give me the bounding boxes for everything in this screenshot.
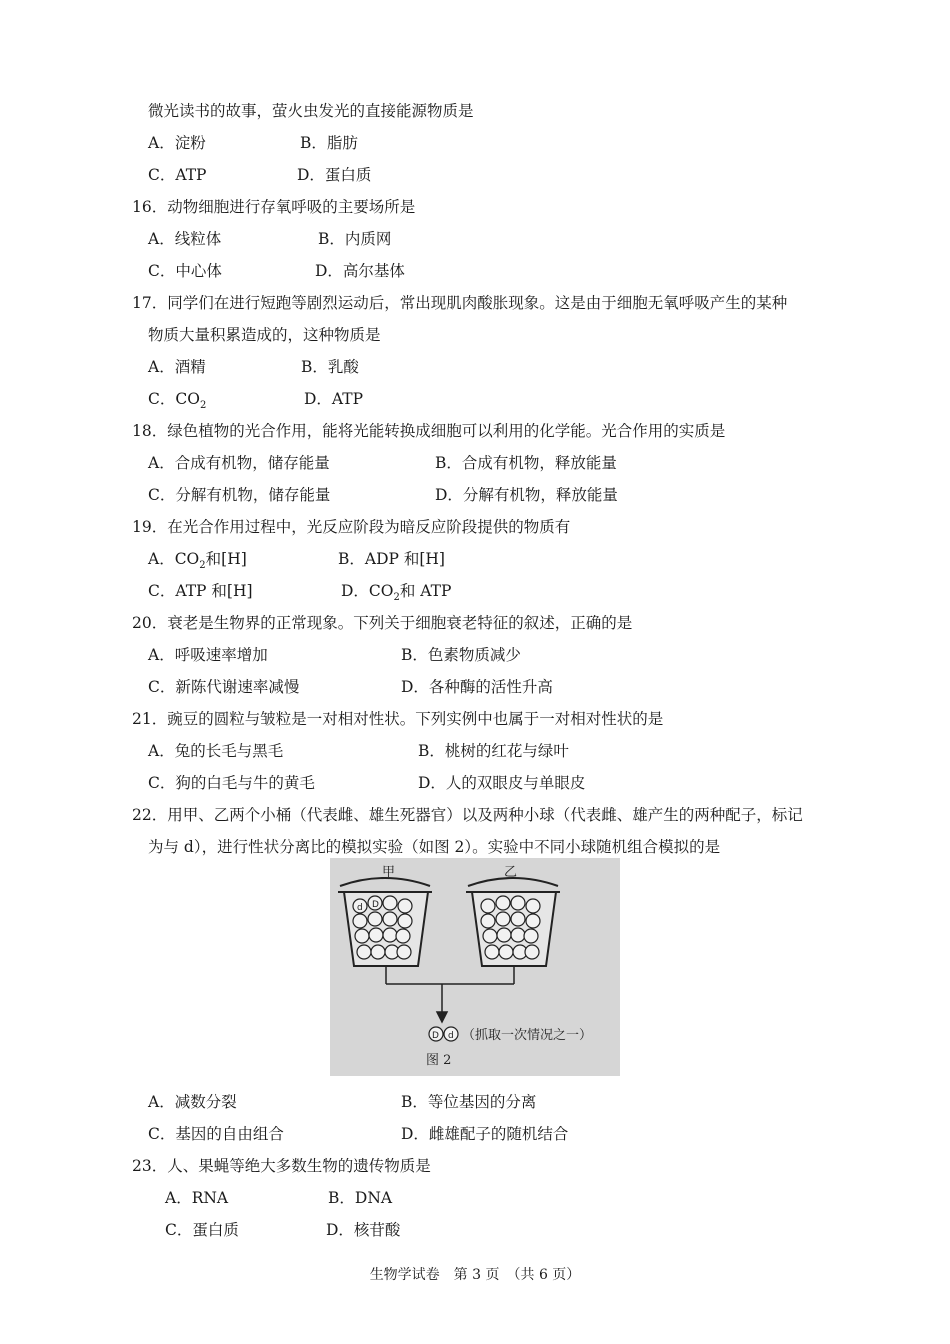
- q22-stem-line2: 为与 d），进行性状分离比的模拟实验（如图 2）。实验中不同小球随机组合模拟的是: [148, 838, 721, 856]
- q21-option-d: D．人的双眼皮与单眼皮: [418, 774, 586, 792]
- q15-stem: 微光读书的故事，萤火虫发光的直接能源物质是: [148, 102, 474, 120]
- ball-d-left: d: [357, 903, 363, 913]
- ball-D-left: D: [372, 900, 379, 910]
- q20-option-d: D．各种酶的活性升高: [401, 678, 553, 696]
- result-ball-D: D: [432, 1031, 439, 1041]
- figure-2-buckets: [330, 858, 620, 1076]
- q15-option-b: B．脂肪: [300, 134, 358, 152]
- q19-option-d: D．$CO_2$和 ATP: [341, 582, 452, 603]
- q19-option-a: A．$CO_2$和[H]: [148, 550, 247, 571]
- q16-option-a: A．线粒体: [148, 230, 222, 248]
- q21-option-c: C．狗的白毛与牛的黄毛: [148, 774, 315, 792]
- q22-option-d: D．雌雄配子的随机结合: [401, 1125, 569, 1143]
- figure-caption: 图 2: [426, 1053, 452, 1068]
- page-footer: 生物学试卷 第 3 页 （共 6 页）: [369, 1267, 581, 1283]
- q15-option-a: A．淀粉: [148, 134, 206, 152]
- q17-option-c: C．$CO_2$: [148, 390, 207, 411]
- q15-option-c: C．ATP: [148, 166, 207, 184]
- q16-stem: 16．动物细胞进行存氧呼吸的主要场所是: [132, 198, 416, 216]
- q18-option-d: D．分解有机物，释放能量: [435, 486, 618, 504]
- q22-option-a: A．减数分裂: [148, 1093, 237, 1111]
- q23-option-c: C．蛋白质: [165, 1221, 239, 1239]
- bucket-diagram: [330, 858, 620, 1076]
- bucket-left-label: 甲: [382, 865, 396, 880]
- q16-option-b: B．内质网: [318, 230, 392, 248]
- q21-stem: 21．豌豆的圆粒与皱粒是一对相对性状。下列实例中也属于一对相对性状的是: [132, 710, 664, 728]
- q23-option-a: A．RNA: [165, 1189, 229, 1207]
- result-ball-d: d: [448, 1031, 454, 1041]
- q18-stem: 18．绿色植物的光合作用，能将光能转换成细胞可以利用的化学能。光合作用的实质是: [132, 422, 726, 440]
- q20-option-c: C．新陈代谢速率减慢: [148, 678, 300, 696]
- q23-option-b: B．DNA: [328, 1189, 393, 1207]
- q20-stem: 20．衰老是生物界的正常现象。下列关于细胞衰老特征的叙述，正确的是: [132, 614, 633, 632]
- q19-option-b: B．ADP 和[H]: [338, 550, 445, 568]
- figure-note: （抓取一次情况之一）: [462, 1028, 593, 1043]
- q19-option-c: C．ATP 和[H]: [148, 582, 253, 600]
- q21-option-b: B．桃树的红花与绿叶: [418, 742, 569, 760]
- q15-option-d: D．蛋白质: [297, 166, 372, 184]
- q21-option-a: A．兔的长毛与黑毛: [148, 742, 284, 760]
- q20-option-a: A．呼吸速率增加: [148, 646, 268, 664]
- q22-option-b: B．等位基因的分离: [401, 1093, 537, 1111]
- q22-option-c: C．基因的自由组合: [148, 1125, 284, 1143]
- q18-option-b: B．合成有机物，释放能量: [435, 454, 617, 472]
- q17-stem-line1: 17．同学们在进行短跑等剧烈运动后，常出现肌肉酸胀现象。这是由于细胞无氧呼吸产生的某种: [132, 294, 788, 312]
- q20-option-b: B．色素物质减少: [401, 646, 521, 664]
- q19-stem: 19．在光合作用过程中，光反应阶段为暗反应阶段提供的物质有: [132, 518, 571, 536]
- q23-stem: 23．人、果蝇等绝大多数生物的遗传物质是: [132, 1157, 431, 1175]
- q16-option-c: C．中心体: [148, 262, 222, 280]
- q18-option-c: C．分解有机物，储存能量: [148, 486, 331, 504]
- q16-option-d: D．高尔基体: [315, 262, 405, 280]
- q23-option-d: D．核苷酸: [326, 1221, 401, 1239]
- bucket-right-label: 乙: [504, 865, 518, 880]
- q22-stem-line1: 22．用甲、乙两个小桶（代表雌、雄生死器官）以及两种小球（代表雌、雄产生的两种配子，标记: [132, 806, 803, 824]
- q17-option-d: D．ATP: [304, 390, 364, 408]
- q17-option-b: B．乳酸: [301, 358, 359, 376]
- q17-stem-line2: 物质大量积累造成的，这种物质是: [148, 326, 381, 344]
- q17-option-a: A．酒精: [148, 358, 206, 376]
- q18-option-a: A．合成有机物，储存能量: [148, 454, 330, 472]
